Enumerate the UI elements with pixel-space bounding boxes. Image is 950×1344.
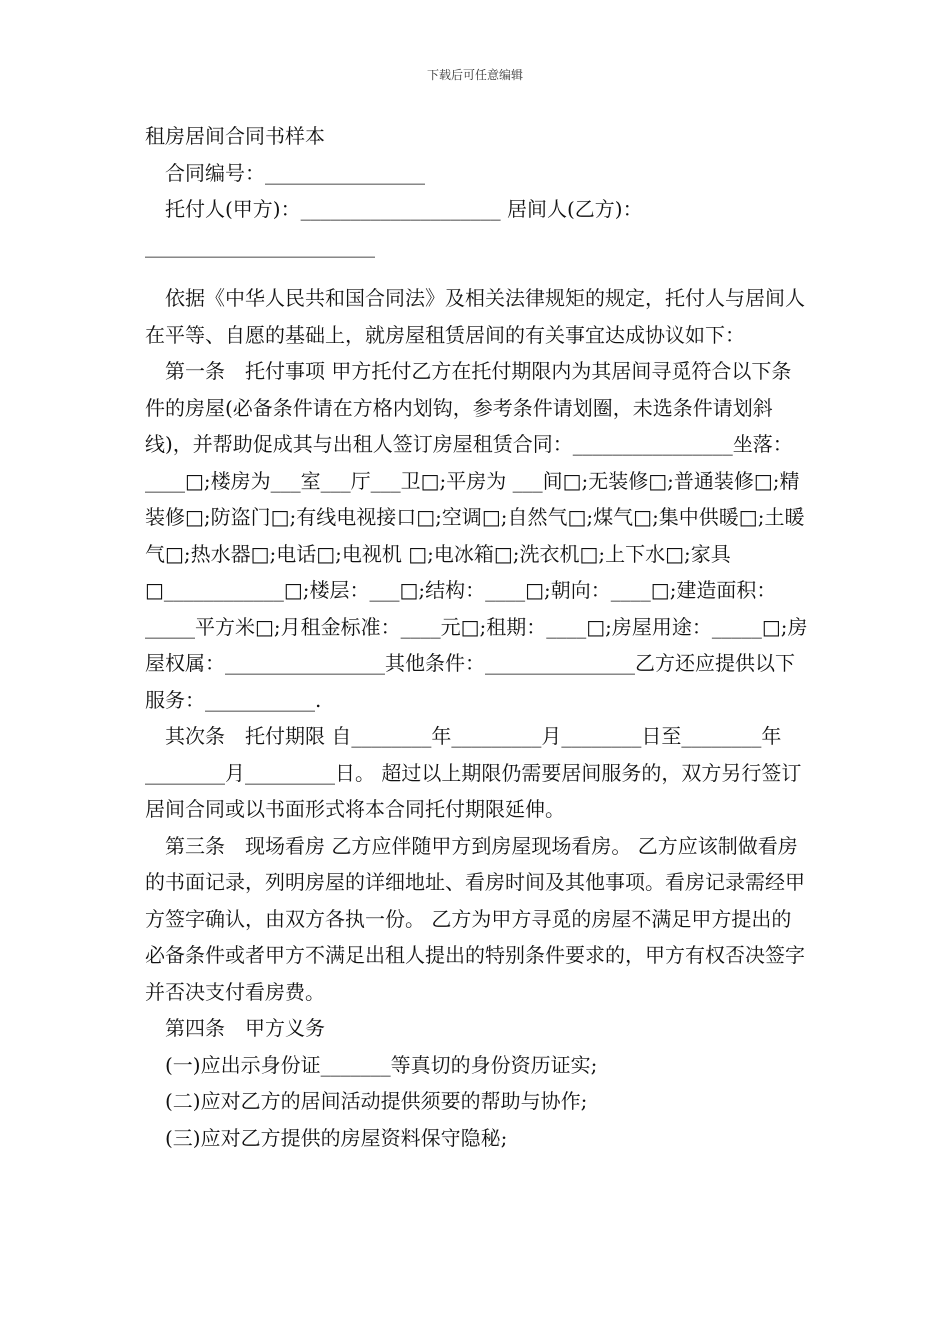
preamble-paragraph: 依据《中华人民共和国合同法》及相关法律规矩的规定，托付人与居间人在平等、自愿的基础上，就房屋租赁居间的有关事宜达成协议如下： — [145, 286, 805, 347]
page-header: 下载后可任意编辑 — [426, 68, 523, 82]
contract-number-line: 合同编号：________________ — [165, 160, 425, 185]
article-4-item: (三)应对乙方提供的房屋资料保守隐秘; — [165, 1125, 508, 1150]
article-4-item: (二)应对乙方的居间活动提供须要的帮助与协作; — [165, 1089, 588, 1113]
article-4-item: (一)应出示身份证_______等真切的身份资历证实; — [165, 1052, 598, 1077]
article-4-title: 第四条 甲方义务 — [165, 1016, 325, 1040]
article-2: 其次条 托付期限 自________年_________月________日至________年________月_________日。 超过以上期限仍需要居间服务的，双方另行签订居间合同或以书面形式将本合同托付期限延伸。 — [145, 724, 802, 821]
article-3: 第三条 现场看房 乙方应伴随甲方到房屋现场看房。 乙方应该制做看房的书面记录，列明房屋的详细地址、看房时间及其他事项。看房记录需经甲方签字确认，由双方各执一份。 乙方为甲方寻觅的房屋不满足甲方提出的必备条件或者甲方不满足出租人提出的特别条件要求的，甲方有权否决签字并否决支付看房费。 — [145, 833, 805, 1004]
spacer — [145, 264, 810, 280]
article-1: 第一条 托付事项 甲方托付乙方在托付期限内为其居间寻觅符合以下条件的房屋(必备条件请在方格内划钩，参考条件请划圈，未选条件请划斜线)，并帮助促成其与出租人签订房屋租赁合同：________________坐落：____□;楼房为___室___厅___卫□;平房为 ___间□;无装修□;普通装修□;精装修□;防盗门□;有线电视接口□;空调□;自然气□;煤气□;集中供暖□;土暖气□;热水器□;电话□;电视机 □;电冰箱□;洗衣机□;上下水□;家具□____________□;楼层：___□;结构：____□;朝向：____□;建造面积：_____平方米□;月租金标准：____元□;租期：____□;房屋用途：_____□;房屋权属：________________其他条件：_______________乙方还应提供以下服务：___________. — [145, 359, 808, 712]
document-title: 租房居间合同书样本 — [145, 124, 325, 148]
parties-line: 托付人(甲方)：____________________ 居间人(乙方)：_______________________ — [145, 197, 643, 258]
document-body — [145, 118, 810, 1156]
